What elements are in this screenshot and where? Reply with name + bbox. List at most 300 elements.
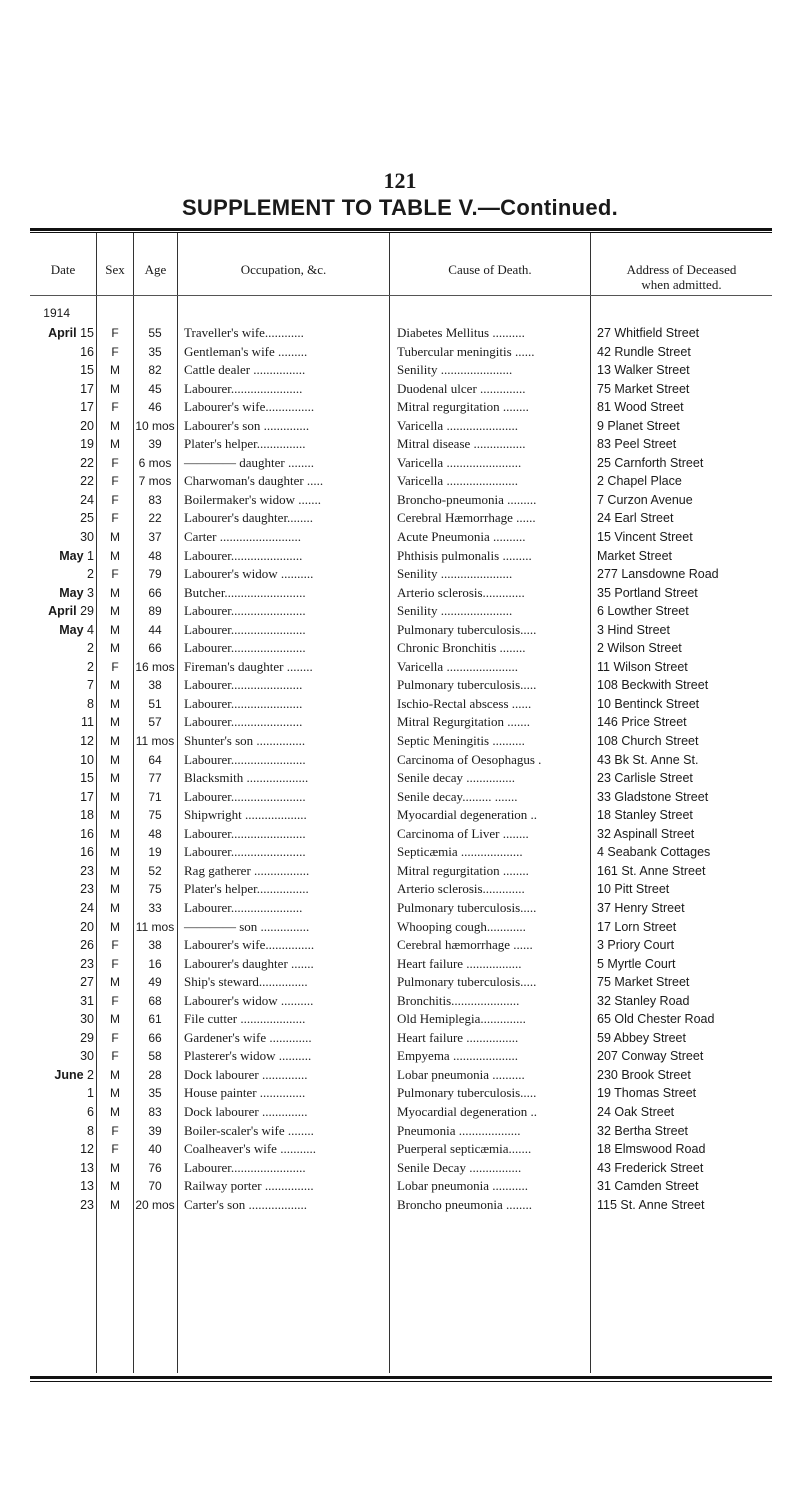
cell-address: 18 Elmswood Road [597, 1142, 706, 1157]
cell-date [30, 769, 94, 788]
cell-address: 27 Whitfield Street [597, 326, 700, 340]
cell-age: 77 [148, 771, 162, 786]
cell-day: 15 [80, 771, 94, 786]
cell-day: 22 [80, 474, 94, 489]
cell-address: 35 Portland Street [597, 585, 698, 600]
cell-date [30, 788, 94, 807]
cell-cause: Heart failure ................ [397, 1029, 519, 1045]
cell-day: 22 [80, 455, 94, 470]
cell-cause: Myocardial degeneration .. [397, 807, 538, 823]
cell-month: April [48, 604, 77, 619]
cell-address: 23 Carlisle Street [597, 771, 693, 786]
table-row [0, 955, 800, 974]
cell-address: 9 Planet Street [597, 418, 680, 433]
cell-age: 61 [148, 1012, 162, 1027]
cell-address: 37 Henry Street [597, 900, 685, 915]
cell-date [30, 1140, 94, 1159]
table-row [0, 1159, 800, 1178]
cell-day: 20 [80, 919, 94, 934]
cell-sex: F [111, 1142, 119, 1157]
cell-day: 20 [80, 418, 94, 433]
cell-day: 23 [80, 1197, 94, 1212]
cell-age: 40 [148, 1142, 162, 1157]
cell-date [30, 1103, 94, 1122]
cell-sex: M [110, 548, 120, 563]
cell-sex: M [110, 826, 120, 841]
cell-cause: Carcinoma of Liver ........ [397, 825, 529, 841]
cell-sex: F [111, 492, 119, 507]
cell-cause: Tubercular meningitis ...... [397, 343, 535, 359]
cell-occupation: Traveller's wife............ [184, 325, 304, 340]
cell-address: 75 Market Street [597, 975, 690, 990]
cell-age: 82 [148, 363, 162, 378]
cell-occupation: Labourer's daughter........ [184, 510, 314, 526]
cell-occupation: File cutter .................... [184, 1011, 306, 1027]
cell-day: 29 [80, 604, 94, 619]
cell-date [30, 361, 94, 380]
cell-age: 38 [148, 678, 162, 693]
cell-sex: F [111, 956, 119, 971]
cell-address: 6 Lowther Street [597, 604, 689, 619]
cell-address: 10 Bentinck Street [597, 696, 700, 711]
cell-sex: M [110, 530, 120, 545]
cell-month: April [48, 326, 77, 340]
cell-sex: M [110, 1179, 120, 1194]
cell-sex: M [110, 622, 120, 637]
cell-occupation: Dock labourer .............. [184, 1103, 308, 1119]
header-address [591, 262, 772, 292]
cell-age: 66 [148, 585, 162, 600]
cell-occupation: Labourer....................... [184, 844, 306, 860]
cell-sex: F [111, 400, 119, 415]
cell-date [30, 1196, 94, 1215]
year-label: 1914 [43, 306, 70, 320]
cell-cause: Myocardial degeneration .. [397, 1103, 538, 1119]
cell-date [30, 472, 94, 491]
table-row [0, 491, 800, 510]
cell-address: 277 Lansdowne Road [597, 567, 719, 582]
cell-occupation: Labourer's wife............... [184, 937, 315, 953]
table-row [0, 435, 800, 454]
cell-age: 11 mos [135, 919, 175, 934]
cell-address: 18 Stanley Street [597, 808, 693, 823]
cell-address: 25 Carnforth Street [597, 455, 704, 470]
cell-occupation: Labourer....................... [184, 751, 306, 767]
cell-day: 8 [87, 696, 94, 711]
cell-day: 15 [80, 326, 94, 340]
header-cause: Cause of Death. [448, 262, 532, 277]
cell-cause: Septic Meningitis .......... [397, 733, 525, 749]
cell-occupation: Labourer's widow .......... [184, 992, 314, 1008]
cell-date [30, 1010, 94, 1029]
cell-cause: Whooping cough............ [397, 918, 526, 934]
cell-occupation: Boilermaker's widow ....... [184, 491, 322, 507]
cell-day: 19 [80, 437, 94, 452]
cell-date [30, 695, 94, 714]
cell-age: 16 mos [135, 659, 175, 674]
cell-address: 11 Wilson Street [597, 659, 688, 674]
table-row [0, 584, 800, 603]
cell-day: 23 [80, 863, 94, 878]
table-row [0, 936, 800, 955]
cell-address: 75 Market Street [597, 381, 690, 396]
cell-date [30, 1029, 94, 1048]
cell-age: 46 [148, 400, 162, 415]
cell-occupation: Railway porter ............... [184, 1178, 314, 1194]
cell-date [30, 843, 94, 862]
cell-sex: F [111, 1049, 119, 1064]
table-row [0, 1122, 800, 1141]
cell-occupation: Gentleman's wife ......... [184, 343, 308, 359]
cell-age: 76 [148, 1160, 162, 1175]
cell-age: 66 [148, 1030, 162, 1045]
cell-cause: Carcinoma of Oesophagus . [397, 751, 542, 767]
cell-address: 31 Camden Street [597, 1179, 699, 1194]
cell-day: 8 [87, 1123, 94, 1138]
cell-sex: F [111, 511, 119, 526]
cell-age: 64 [148, 752, 162, 767]
cell-address: 230 Brook Street [597, 1067, 691, 1082]
cell-age: 75 [148, 808, 162, 823]
table-row [0, 843, 800, 862]
cell-age: 35 [148, 1086, 162, 1101]
cell-date [30, 732, 94, 751]
cell-date [30, 324, 94, 343]
cell-date [30, 454, 94, 473]
table-row [0, 380, 800, 399]
cell-age: 49 [148, 975, 162, 990]
table-row [0, 472, 800, 491]
cell-sex: M [110, 641, 120, 656]
cell-sex: M [110, 1086, 120, 1101]
cell-occupation: Labourer....................... [184, 603, 306, 619]
table-row [0, 361, 800, 380]
cell-cause: Diabetes Mellitus .......... [397, 325, 525, 340]
cell-address: 33 Gladstone Street [597, 789, 709, 804]
cell-sex: M [110, 882, 120, 897]
cell-cause: Arterio sclerosis............. [397, 881, 525, 897]
cell-day: 27 [80, 975, 94, 990]
top-rule [30, 228, 772, 231]
cell-cause: Varicella ...................... [397, 417, 518, 433]
cell-occupation: Labourer...................... [184, 695, 303, 711]
cell-occupation: Labourer's son .............. [184, 417, 310, 433]
cell-occupation: Coalheaver's wife ........... [184, 1141, 316, 1157]
cell-cause: Varicella ...................... [397, 473, 518, 489]
cell-date [30, 936, 94, 955]
cell-month: June [54, 1067, 84, 1082]
cell-date [30, 1084, 94, 1103]
cell-date [30, 621, 94, 640]
table-row [0, 1177, 800, 1196]
cell-day: 11 [81, 715, 94, 730]
table-row [0, 825, 800, 844]
table-row [0, 398, 800, 417]
cell-sex: M [110, 1012, 120, 1027]
cell-address: 43 Bk St. Anne St. [597, 752, 699, 767]
cell-address: 2 Wilson Street [597, 641, 682, 656]
header-date: Date [50, 262, 76, 277]
cell-age: 89 [148, 604, 162, 619]
cell-date [30, 1066, 94, 1085]
cell-sex: M [110, 900, 120, 915]
cell-date [30, 509, 94, 528]
cell-day: 17 [80, 400, 94, 415]
cell-sex: F [111, 938, 119, 953]
cell-sex: F [111, 326, 119, 340]
cell-address: 32 Aspinall Street [597, 826, 695, 841]
cell-age: 83 [148, 1104, 162, 1119]
cell-day: 3 [87, 585, 94, 600]
cell-date [30, 1159, 94, 1178]
cell-cause: Cerebral Hæmorrhage ...... [397, 510, 536, 526]
cell-cause: Mitral disease ................ [397, 436, 526, 452]
cell-occupation: Cattle dealer ................ [184, 362, 306, 378]
cell-date [30, 899, 94, 918]
cell-date [30, 639, 94, 658]
cell-cause: Pulmonary tuberculosis..... [397, 899, 537, 915]
cell-date [30, 343, 94, 362]
cell-cause: Pulmonary tuberculosis..... [397, 621, 537, 637]
table-row [0, 788, 800, 807]
cell-date [30, 992, 94, 1011]
cell-address: 115 St. Anne Street [597, 1197, 705, 1212]
cell-occupation: Labourer...................... [184, 547, 303, 563]
cell-sex: F [111, 659, 119, 674]
cell-occupation: Labourer...................... [184, 380, 303, 396]
cell-age: 19 [148, 845, 162, 860]
cell-cause: Mitral regurgitation ........ [397, 399, 529, 415]
cell-age: 57 [148, 715, 162, 730]
cell-cause: Ischio-Rectal abscess ...... [397, 695, 532, 711]
cell-date [30, 1122, 94, 1141]
cell-day: 31 [80, 993, 94, 1008]
cell-occupation: Gardener's wife ............. [184, 1029, 312, 1045]
cell-date [30, 380, 94, 399]
header-sex: Sex [105, 262, 125, 277]
cell-date [30, 825, 94, 844]
cell-occupation: Labourer's wife............... [184, 399, 315, 415]
cell-sex: M [110, 696, 120, 711]
cell-address: 207 Conway Street [597, 1049, 704, 1064]
cell-date [30, 880, 94, 899]
table-row [0, 658, 800, 677]
cell-age: 66 [148, 641, 162, 656]
cell-address: 81 Wood Street [597, 400, 684, 415]
cell-occupation: Labourer's widow .......... [184, 566, 314, 582]
cell-age: 55 [148, 326, 162, 340]
cell-cause: Duodenal ulcer .............. [397, 380, 526, 396]
cell-date [30, 491, 94, 510]
cell-date [30, 565, 94, 584]
table-row [0, 1103, 800, 1122]
cell-address: 59 Abbey Street [597, 1030, 686, 1045]
cell-date [30, 918, 94, 937]
cell-address: 161 St. Anne Street [597, 863, 706, 878]
cell-cause: Acute Pneumonia .......... [397, 529, 526, 545]
cell-sex: M [110, 604, 120, 619]
table-row [0, 1047, 800, 1066]
cell-sex: F [111, 993, 119, 1008]
cell-age: 7 mos [138, 474, 172, 489]
cell-cause: Heart failure ................. [397, 955, 522, 971]
cell-day: 10 [80, 752, 94, 767]
cell-age: 20 mos [135, 1197, 175, 1212]
cell-address: 83 Peel Street [597, 437, 677, 452]
cell-occupation: Labourer...................... [184, 677, 303, 693]
cell-address: 24 Oak Street [597, 1104, 675, 1119]
cell-day: 15 [80, 363, 94, 378]
cell-cause: Senility ...................... [397, 603, 513, 619]
cell-date [30, 417, 94, 436]
table-title: SUPPLEMENT TO TABLE V.—Continued. [181, 195, 619, 220]
table-row [0, 565, 800, 584]
table-row [0, 769, 800, 788]
cell-sex: M [110, 734, 120, 749]
cell-date [30, 955, 94, 974]
cell-cause: Senility ...................... [397, 362, 513, 378]
cell-occupation: Labourer's daughter ....... [184, 955, 314, 971]
cell-day: 17 [80, 789, 94, 804]
cell-sex: F [111, 344, 119, 359]
cell-address: 42 Rundle Street [597, 344, 691, 359]
cell-address: 32 Bertha Street [597, 1123, 689, 1138]
header-address-line1: Address of Deceased [626, 262, 737, 277]
cell-occupation: Labourer...................... [184, 714, 303, 730]
cell-age: 22 [148, 511, 162, 526]
cell-cause: Broncho-pneumonia ......... [397, 491, 537, 507]
cell-address: 15 Vincent Street [597, 530, 693, 545]
cell-day: 23 [80, 956, 94, 971]
cell-cause: Chronic Bronchitis ........ [397, 640, 526, 656]
cell-sex: M [110, 1197, 120, 1212]
table-row [0, 676, 800, 695]
cell-address: 5 Myrtle Court [597, 956, 676, 971]
cell-day: 17 [80, 381, 94, 396]
cell-sex: M [110, 1067, 120, 1082]
cell-day: 7 [87, 678, 94, 693]
cell-cause: Mitral Regurgitation ....... [397, 714, 530, 730]
cell-age: 79 [148, 567, 162, 582]
cell-day: 13 [80, 1160, 94, 1175]
page-number: 121 [383, 168, 417, 193]
cell-cause: Senile Decay ................ [397, 1159, 522, 1175]
cell-address: 19 Thomas Street [597, 1086, 697, 1101]
cell-sex: F [111, 474, 119, 489]
cell-cause: Lobar pneumonia ........... [397, 1178, 529, 1194]
table-row [0, 417, 800, 436]
cell-occupation: Plater's helper................ [184, 881, 309, 897]
cell-sex: F [111, 1030, 119, 1045]
cell-day: 1 [87, 1086, 94, 1101]
cell-sex: M [110, 808, 120, 823]
cell-cause: Cerebral hæmorrhage ...... [397, 937, 533, 953]
cell-age: 51 [148, 696, 162, 711]
cell-age: 38 [148, 938, 162, 953]
cell-date [30, 528, 94, 547]
cell-occupation: ———— son ............... [184, 918, 310, 934]
table-row [0, 528, 800, 547]
cell-sex: F [111, 455, 119, 470]
table-row [0, 695, 800, 714]
cell-day: 26 [80, 938, 94, 953]
cell-cause: Old Hemiplegia.............. [397, 1011, 526, 1027]
cell-address: 3 Priory Court [597, 938, 675, 953]
cell-cause: Pneumonia ................... [397, 1122, 521, 1138]
cell-occupation: ———— daughter ........ [184, 454, 314, 470]
cell-address: 2 Chapel Place [597, 474, 682, 489]
cell-occupation: Labourer....................... [184, 621, 306, 637]
cell-cause: Septicæmia ................... [397, 844, 523, 860]
header-age: Age [144, 262, 167, 277]
cell-occupation: Labourer....................... [184, 1159, 306, 1175]
table-row [0, 1084, 800, 1103]
cell-age: 71 [148, 789, 162, 804]
header-occupation: Occupation, &c. [240, 262, 327, 277]
cell-occupation: Fireman's daughter ........ [184, 658, 313, 674]
cell-age: 75 [148, 882, 162, 897]
cell-date [30, 1047, 94, 1066]
cell-cause: Arterio sclerosis............. [397, 584, 525, 600]
cell-sex: M [110, 715, 120, 730]
cell-age: 39 [148, 437, 162, 452]
cell-cause: Senility ...................... [397, 566, 513, 582]
cell-date [30, 584, 94, 603]
cell-day: 13 [80, 1179, 94, 1194]
cell-sex: M [110, 1160, 120, 1175]
table-row [0, 973, 800, 992]
cell-sex: M [110, 363, 120, 378]
cell-occupation: Rag gatherer ................. [184, 862, 310, 878]
table-row [0, 732, 800, 751]
cell-age: 16 [148, 956, 162, 971]
table-row [0, 1140, 800, 1159]
cell-month: May [59, 622, 84, 637]
cell-age: 28 [148, 1067, 162, 1082]
cell-day: 12 [80, 734, 94, 749]
cell-sex: M [110, 381, 120, 396]
cell-address: 17 Lorn Street [597, 919, 677, 934]
cell-cause: Puerperal septicæmia....... [397, 1141, 532, 1157]
cell-occupation: Boiler-scaler's wife ........ [184, 1122, 314, 1138]
table-row [0, 992, 800, 1011]
cell-occupation: Charwoman's daughter ..... [184, 473, 324, 489]
cell-cause: Pulmonary tuberculosis..... [397, 677, 537, 693]
table-row [0, 1066, 800, 1085]
cell-date [30, 1177, 94, 1196]
cell-occupation: Dock labourer .............. [184, 1066, 308, 1082]
cell-occupation: Labourer....................... [184, 825, 306, 841]
bottom-rule [30, 1376, 772, 1379]
table-row [0, 1196, 800, 1215]
cell-date [30, 713, 94, 732]
cell-cause: Broncho pneumonia ........ [397, 1196, 533, 1212]
cell-sex: M [110, 919, 120, 934]
cell-day: 2 [87, 659, 94, 674]
cell-day: 16 [80, 845, 94, 860]
cell-address: 108 Church Street [597, 734, 699, 749]
cell-age: 6 mos [138, 455, 172, 470]
cell-date [30, 547, 94, 566]
header-address-line2: when admitted. [641, 277, 722, 292]
cell-age: 33 [148, 900, 162, 915]
cell-address: 4 Seabank Cottages [597, 845, 711, 860]
cell-date [30, 676, 94, 695]
cell-cause: Empyema .................... [397, 1048, 518, 1064]
cell-cause: Senile decay......... ....... [397, 788, 518, 804]
cell-date [30, 602, 94, 621]
cell-day: 6 [87, 1104, 94, 1119]
